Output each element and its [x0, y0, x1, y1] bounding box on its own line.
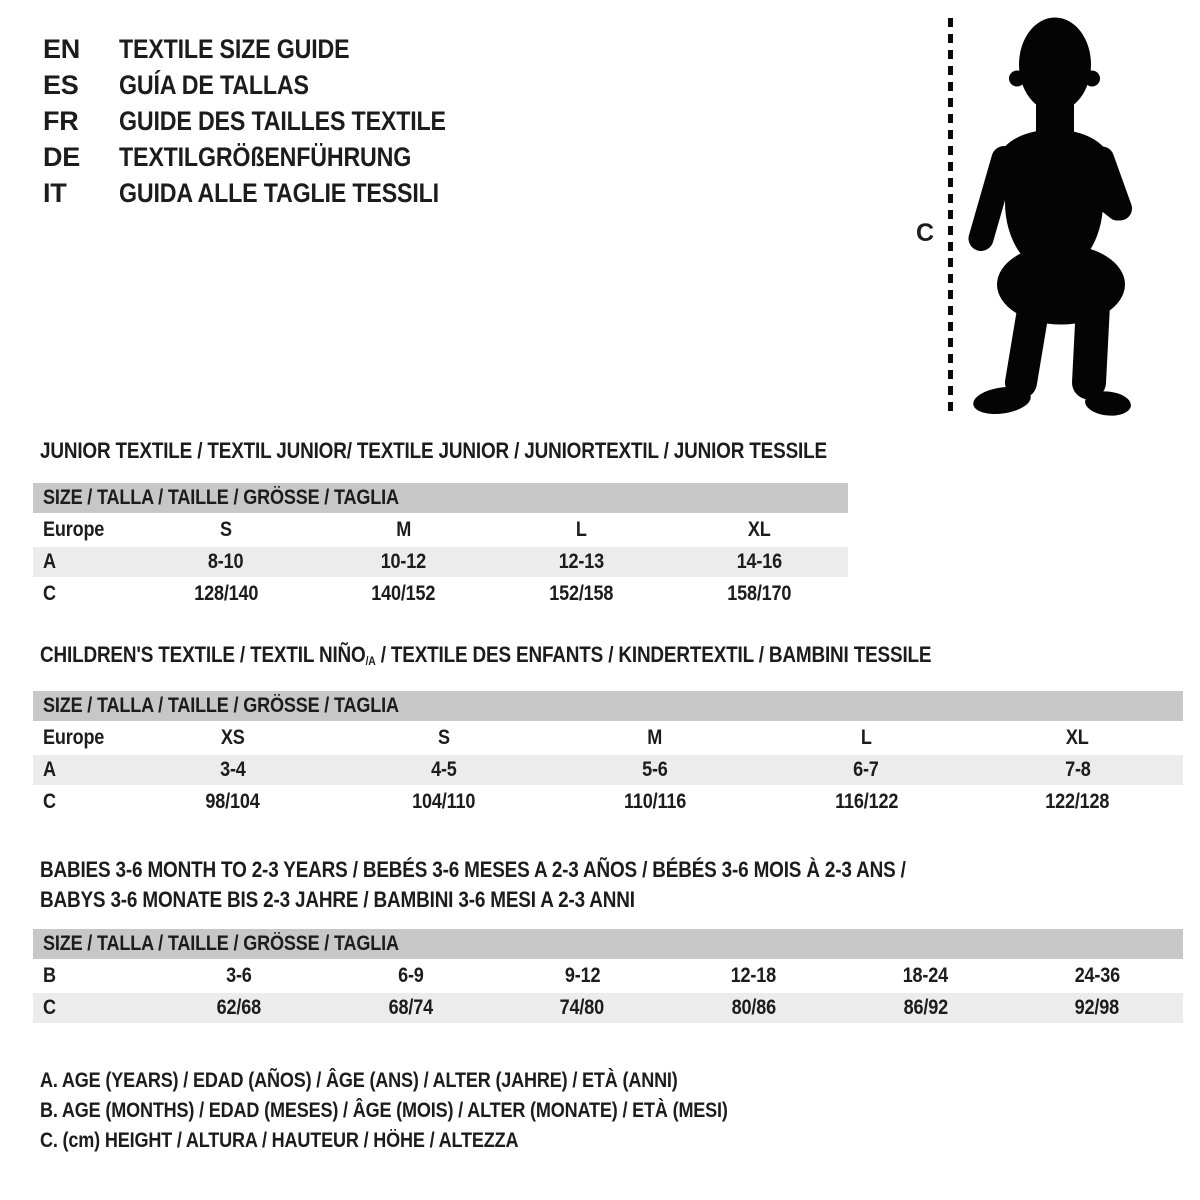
value-cell: 12-13 — [558, 550, 605, 573]
size-cell: M — [647, 726, 663, 749]
language-title: GUIDE DES TAILLES TEXTILE — [119, 106, 446, 136]
babies-size-header-bar — [33, 929, 1183, 959]
region-label: Europe — [43, 518, 105, 541]
language-row-fr — [43, 103, 499, 139]
junior-height-row — [33, 579, 848, 609]
size-header-label: SIZE / TALLA / TAILLE / GRÖSSE / TAGLIA — [43, 486, 399, 509]
toddler-silhouette-icon — [966, 16, 1133, 417]
value-cell: 7-8 — [1064, 758, 1091, 781]
size-cell: L — [575, 518, 587, 541]
language-row-it — [43, 175, 499, 211]
value-cell: 4-5 — [431, 758, 457, 781]
value-cell: 24-36 — [1074, 964, 1120, 987]
language-title: GUÍA DE TALLAS — [119, 70, 309, 100]
row-label: C — [43, 790, 56, 813]
value-cell: 6-9 — [397, 964, 424, 987]
children-size-table — [33, 691, 1183, 819]
value-cell: 116/122 — [834, 790, 898, 813]
value-cell: 10-12 — [380, 550, 427, 573]
size-cell: XS — [220, 726, 245, 749]
height-measure-label: C — [916, 219, 934, 247]
language-code: FR — [43, 106, 79, 136]
row-label: C — [43, 582, 56, 605]
size-cell: S — [219, 518, 232, 541]
value-cell: 122/128 — [1045, 790, 1110, 813]
junior-section-title: JUNIOR TEXTILE / TEXTIL JUNIOR/ TEXTILE JUNIOR / JUNIORTEXTIL / JUNIOR TESSILE — [40, 438, 827, 463]
language-row-es — [43, 67, 499, 103]
babies-height-row — [33, 993, 1183, 1023]
value-cell: 3-6 — [226, 964, 252, 987]
value-cell: 9-12 — [564, 964, 600, 987]
size-cell: XL — [747, 518, 771, 541]
babies-title-line2: BABYS 3-6 MONATE BIS 2-3 JAHRE / BAMBINI 3-6 MESI A 2-3 ANNI — [40, 887, 635, 912]
children-size-header-bar — [33, 691, 1183, 721]
value-cell: 86/92 — [903, 996, 948, 1019]
language-row-de — [43, 139, 499, 175]
value-cell: 110/116 — [623, 790, 687, 813]
row-label: B — [43, 964, 56, 987]
language-code: DE — [43, 142, 81, 172]
legend-line-b: B. AGE (MONTHS) / EDAD (MESES) / ÂGE (MOIS) / ALTER (MONATE) / ETÀ (MESI) — [40, 1099, 728, 1122]
value-cell: 74/80 — [560, 996, 605, 1019]
value-cell: 62/68 — [216, 996, 261, 1019]
children-section-title: CHILDREN'S TEXTILE / TEXTIL NIÑO/A / TEXTILE DES ENFANTS / KINDERTEXTIL / BAMBINI TESSILE — [40, 642, 932, 668]
size-cell: S — [437, 726, 450, 749]
value-cell: 98/104 — [205, 790, 260, 813]
children-height-row — [33, 787, 1183, 817]
language-title: TEXTILE SIZE GUIDE — [119, 34, 350, 64]
value-cell: 8-10 — [208, 550, 244, 573]
row-label: C — [43, 996, 56, 1019]
language-title: TEXTILGRÖßENFÜHRUNG — [119, 142, 412, 172]
junior-size-header-bar — [33, 483, 848, 513]
value-cell: 140/152 — [371, 582, 436, 605]
value-cell: 104/110 — [412, 790, 476, 813]
legend-line-c: C. (cm) HEIGHT / ALTURA / HAUTEUR / HÖHE / ALTEZZA — [40, 1129, 519, 1152]
junior-size-table — [33, 483, 848, 611]
legend-line-a: A. AGE (YEARS) / EDAD (AÑOS) / ÂGE (ANS) / ALTER (JAHRE) / ETÀ (ANNI) — [40, 1069, 678, 1092]
babies-months-row — [33, 961, 1183, 991]
value-cell: 68/74 — [388, 996, 433, 1019]
babies-section-title — [40, 855, 1047, 915]
size-cell: M — [396, 518, 412, 541]
value-cell: 6-7 — [853, 758, 880, 781]
children-age-row — [33, 755, 1183, 785]
junior-europe-row — [33, 515, 848, 545]
babies-size-table — [33, 929, 1183, 1025]
value-cell: 152/158 — [549, 582, 614, 605]
row-label: A — [43, 550, 56, 573]
language-title-block — [43, 31, 499, 211]
junior-age-row — [33, 547, 848, 577]
value-cell: 158/170 — [727, 582, 792, 605]
language-code: ES — [43, 70, 79, 100]
children-europe-row — [33, 723, 1183, 753]
language-title: GUIDA ALLE TAGLIE TESSILI — [119, 178, 439, 208]
language-code: EN — [43, 34, 81, 64]
region-label: Europe — [43, 726, 105, 749]
language-code: IT — [43, 178, 67, 208]
height-measure-dashed-line — [948, 18, 953, 415]
babies-title-line1: BABIES 3-6 MONTH TO 2-3 YEARS / BEBÉS 3-6 MESES A 2-3 AÑOS / BÉBÉS 3-6 MOIS À 2-3 ANS / — [40, 857, 906, 882]
measurement-legend — [40, 1066, 840, 1156]
value-cell: 12-18 — [731, 964, 777, 987]
size-cell: XL — [1066, 726, 1089, 749]
value-cell: 14-16 — [736, 550, 782, 573]
value-cell: 128/140 — [193, 582, 258, 605]
value-cell: 3-4 — [219, 758, 246, 781]
size-header-label: SIZE / TALLA / TAILLE / GRÖSSE / TAGLIA — [43, 694, 399, 717]
size-cell: L — [860, 726, 872, 749]
value-cell: 92/98 — [1075, 996, 1120, 1019]
value-cell: 5-6 — [642, 758, 668, 781]
size-header-label: SIZE / TALLA / TAILLE / GRÖSSE / TAGLIA — [43, 932, 399, 955]
value-cell: 80/86 — [731, 996, 777, 1019]
language-row-en — [43, 31, 499, 67]
row-label: A — [43, 758, 56, 781]
value-cell: 18-24 — [902, 964, 949, 987]
